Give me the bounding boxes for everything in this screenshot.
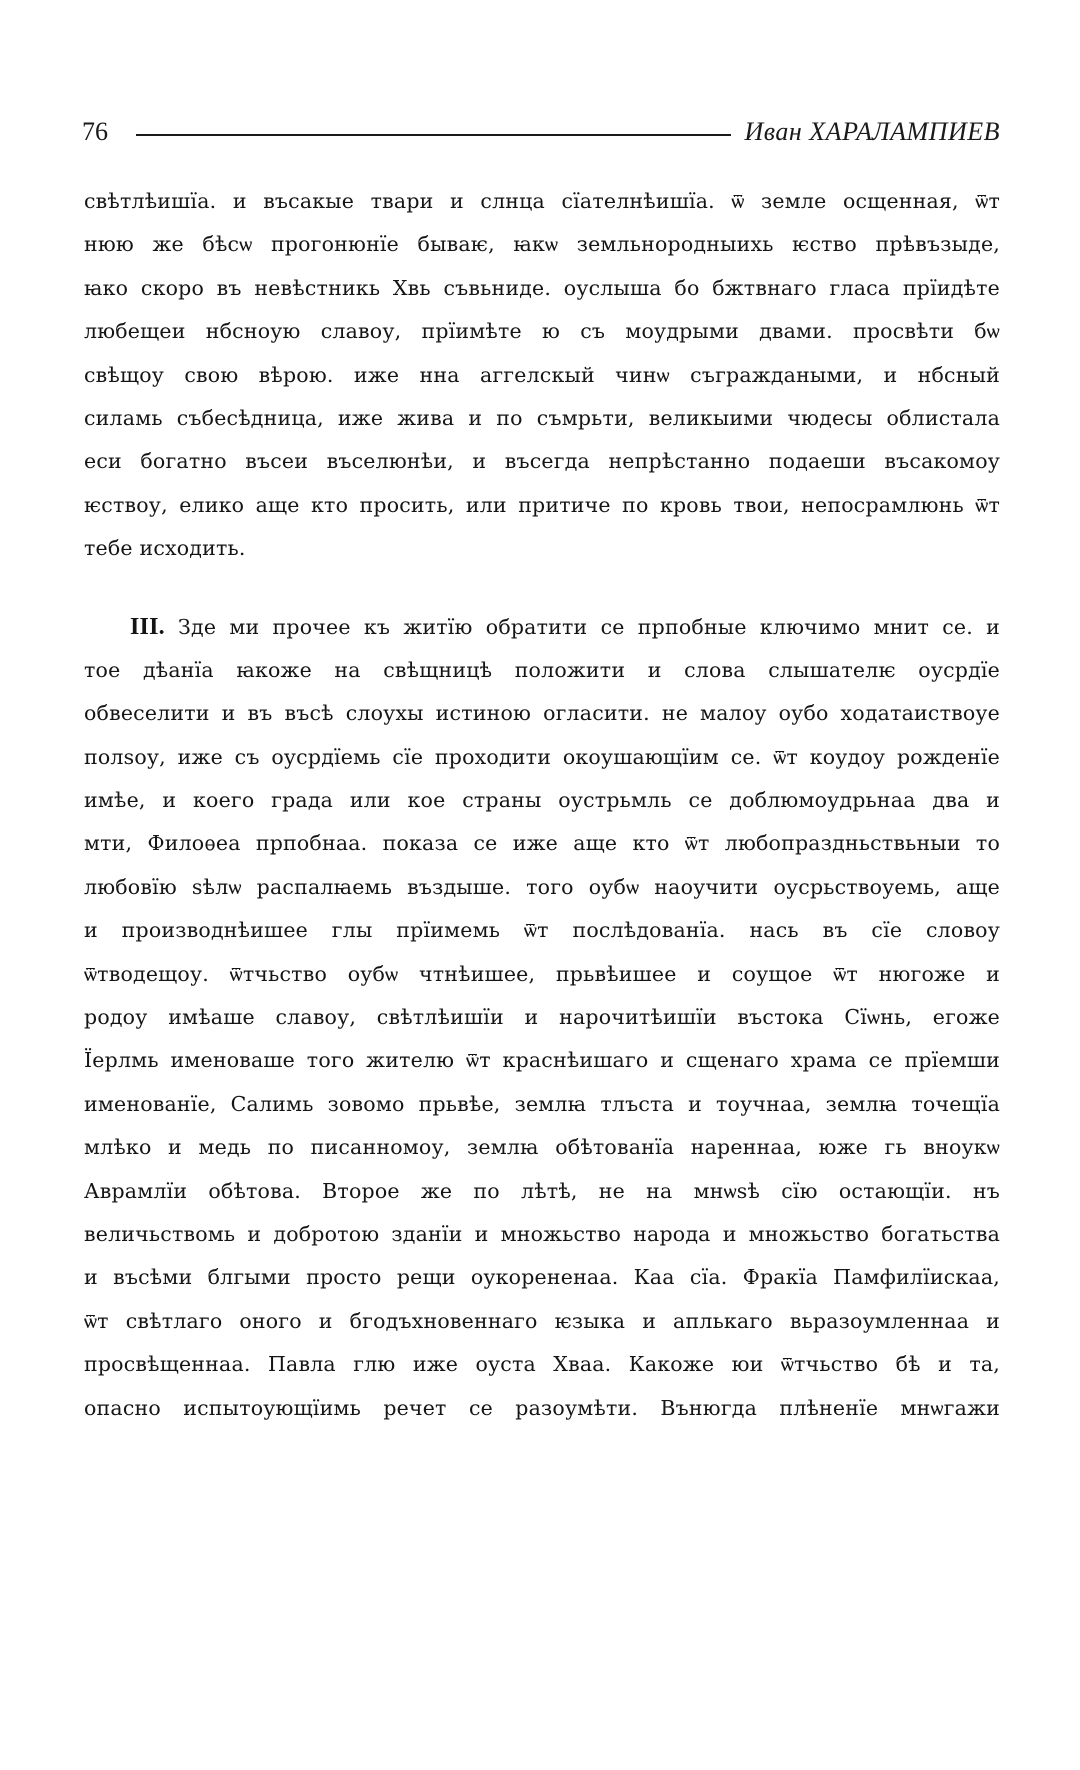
text-line: тое дѣанїа ꙗкоже на свѣщницѣ положити и слова слышателѥ оусрдїе bbox=[84, 657, 1000, 682]
text-line: тебе исходить. bbox=[84, 536, 246, 561]
text-line-first bbox=[84, 606, 1000, 649]
text-line: величьствомь и добротою зданїи и множьство народа и множьство богатьства bbox=[84, 1221, 1000, 1246]
page-number: 76 bbox=[82, 117, 108, 146]
running-header bbox=[82, 112, 1000, 152]
text-line: свѣтлѣишїа. и въсакые твари и слнца сїателнѣишїа. ѿ земле осщенная, ѿт bbox=[84, 189, 1000, 213]
text-line: ꙗко скоро въ невѣстникь Хвь съвьниде. оуслыша бо бжтвнаго гласа прїидѣте bbox=[84, 275, 1000, 300]
text-line: именованїе, Салимь зовомо прьвѣе, землꙗ тлъста и тоучнаа, землꙗ точещїа bbox=[84, 1091, 1000, 1116]
text-line: любещеи нбсноую славоу, прїимѣте ю съ моудрыми двами. просвѣти бѡ bbox=[84, 319, 1000, 344]
text-line: еси богатно въсеи въселюнѣи, и въсегда непрѣстанно подаеши въсакомоу bbox=[84, 449, 1000, 474]
text-line: любовїю ѕѣлѡ распалꙗемь въздыше. того оубѡ наоучити оусрьствоуемь, аще bbox=[84, 874, 1000, 899]
text-line: опасно испытоующїимь речет се разоумѣти. Вънюгда плѣненїе мнѡгажи bbox=[84, 1395, 1000, 1420]
text-line-rest: Зде ми прочее къ житїю обратити се прпобные ключимо мнит се. и bbox=[178, 614, 1000, 639]
text-line: ѿт свѣтлаго оного и бгодъхновеннаго ѥзыка и аплькаго вьразоумленнаа и bbox=[84, 1308, 1000, 1333]
text-line: обвеселити и въ въсѣ слоухы истиною огласити. не малоу оубо ходатаиствоуе bbox=[84, 701, 1000, 726]
text-line: родоу имѣаше славоу, свѣтлѣишїи и нарочитѣишїи въстока Сїѡнь, егоже bbox=[84, 1005, 1000, 1030]
text-line: имѣе, и коего града или кое страны оустрьмль се доблюмоудрьнаа два и bbox=[84, 788, 1000, 813]
text-line: свѣщоу свою вѣрою. иже нна аггелскый чинѡ съграждаными, и нбсный bbox=[84, 362, 1000, 387]
running-head-author: Иван ХАРАЛАМПИЕВ bbox=[744, 117, 1000, 146]
paragraph-spacer bbox=[84, 571, 1000, 606]
text-line: силамь събесѣдница, иже жива и по съмрьти, великыими чюдесы облистала bbox=[84, 405, 1000, 430]
section-number: III. bbox=[130, 613, 165, 640]
text-line: нюю же бѣсѡ прогонюнїе бываѥ, ꙗкѡ земльнородныихь ѥство прѣвъзыде, bbox=[84, 232, 1000, 257]
text-line: Аврамлїи обѣтова. Второе же по лѣтѣ, не на мнѡѕѣ сїю остающїи. нъ bbox=[84, 1178, 1000, 1203]
text-line: Їерлмь именоваше того жителю ѿт краснѣишаго и сщенаго храма се прїемши bbox=[84, 1048, 1000, 1073]
paragraph-1 bbox=[84, 180, 1000, 571]
body-text bbox=[84, 180, 1000, 1430]
text-line: млѣко и медь по писанномоу, землꙗ обѣтованїа нареннаа, юже гь вноукѡ bbox=[84, 1135, 1000, 1160]
text-line: ѥствоу, елико аще кто просить, или притиче по кровь твои, непосрамлюнь ѿт bbox=[84, 492, 1000, 517]
text-line: мти, Филоѳеа прпобнаа. показа се иже аще кто ѿт любопраздньствьныи то bbox=[84, 831, 1000, 856]
header-rule bbox=[136, 134, 731, 136]
text-line: и въсѣми блгыми просто рещи оукорененаа. Каа сїа. Фракїа Памфилїискаа, bbox=[84, 1265, 1000, 1290]
paragraph-2 bbox=[84, 606, 1000, 1430]
text-line: и производнѣишее глы прїимемь ѿт послѣдованїа. нась въ сїе словоу bbox=[84, 918, 1000, 943]
text-line: ѿтводещоу. ѿтчьство оубѡ чтнѣишее, прьвѣишее и соущое ѿт нюгоже и bbox=[84, 961, 1000, 986]
text-line: полѕоу, иже съ оусрдїемь сїе проходити окоушающїим се. ѿт коудоу рожденїе bbox=[84, 744, 1000, 769]
text-line: просвѣщеннаа. Павла глю иже оуста Хваа. Какоже юи ѿтчьство бѣ и та, bbox=[84, 1352, 1000, 1377]
